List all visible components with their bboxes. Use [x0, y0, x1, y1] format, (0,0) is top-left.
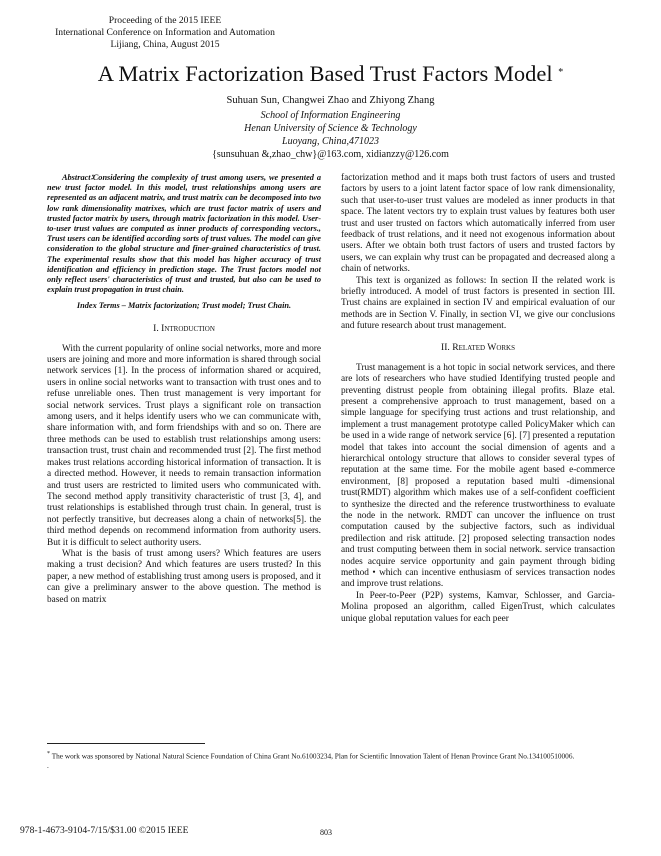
paragraph: This text is organized as follows: In section II the related work is briefly introduced. A model of trust factors is presented in section III. Trust chains are explained in section IV and empirical evaluation of our methods are in Section V. Finally, in section VI, we give our conclusions and future research about trust management. — [341, 275, 615, 332]
abstract-text: Considering the complexity of trust among users, we presented a new trust factor model. In this model, trust relationships among users are represented as an adjacent matrix, and trust matrix can be decomposed into two low rank dimensionality matrixes, which are trust factor matrix of users and trusted factor matrix by users, through matrix factorization in this model. User-to-user trust values are computed as inner products of corresponding vectors., Trust users can be identified according sorts of trust values. The model can give consideration to the global structure and finer-grained characteristics of trust. The experimental results show that this model has higher accuracy of trust identification and efficiency in prediction stage. The Trust factors model not only reflect users' characteristics of trust and trusted, but also can be used to explain trust propagation in trust chain. — [47, 173, 321, 295]
title-footnote-marker: * — [558, 67, 564, 78]
section-number: II. — [441, 341, 450, 353]
paragraph: factorization method and it maps both trust factors of users and trusted factors by users to a joint latent factor space of low rank dimensionality, such that user-to-user trust values are modeled as inner products in that space. The latent vectors try to explain trust values by features both user trust and user trusted on factors which automatically inferred from user feedback of trust relations, and it need not exogenous information about users. After we obtain both trust factors of users and trusted factors by users, we can explain why trust can be propagated and decreased along a chain of networks. — [341, 173, 615, 275]
introduction-continued — [341, 173, 615, 333]
abstract-separator: ∶ — [90, 173, 93, 182]
paper-title — [0, 61, 661, 87]
paragraph: In Peer-to-Peer (P2P) systems, Kamvar, Schlosser, and Garcia-Molina proposed an algorithm, called EigenTrust, which calculates unique global reputation values for each peer — [341, 590, 615, 624]
section-heading-introduction — [47, 323, 321, 335]
author-emails: {sunsuhuan &,zhao_chw}@163.com, xidianzzy@126.com — [212, 149, 449, 160]
section-title: Introduction — [161, 322, 215, 334]
right-column — [341, 173, 615, 625]
conference-name: Proceeding of the 2015 IEEE — [108, 15, 222, 26]
paragraph: What is the basis of trust among users? Which features are users making a trust decision? And which features are users trusted? In this paper, a new method of establishing trust among users is proposed, and it can give a preliminary answer to the above question. The method is based on matrix — [47, 548, 321, 605]
page-number: 803 — [320, 828, 332, 837]
footnote-text: The work was sponsored by National Natural Science Foundation of China Grant No.61003234, Plan for Scientific Innovation Talent of Henan Province Grant No.134100510006. — [51, 751, 575, 761]
copyright-line: 978-1-4673-9104-7/15/$31.00 ©2015 IEEE — [20, 825, 189, 836]
footnote-dot: . — [47, 760, 49, 770]
affiliation-school: School of Information Engineering — [260, 110, 401, 121]
affiliation-city: Luoyang, China,471023 — [282, 136, 379, 147]
footnote — [47, 750, 617, 770]
paragraph: With the current popularity of online social networks, more and more users are joining and more and more information is shared through social network services [1]. In the process of information shared or acquired, users in online social networks want to transaction with trust ones and to refuse unreliable ones. Then trust management is very important for social network services. Trust plays a significant role on transaction among users, and it helps identify users who we can communicate with, share information with, and form friendships with and so on. There are three methods can be used to establish trust relationships among users: transaction trust, trust chain and recommended trust [2]. The first method makes trust relations according historical information of transaction. It is a directed method. However, it needs to remain transaction information and trust users are restricted to limited users who communicated with. The second method apply transitivity characteristic of trust [3, 4], and trust relationships is established through trust chain. In general, trust is not perfectly transitive, but decreases along a chain of networks[5]. the third method depends on recommend information from authority users. But it is difficult to select authority users. — [47, 343, 321, 548]
conference-full-name: International Conference on Information and Automation — [55, 27, 275, 38]
footnote-marker: * — [47, 751, 50, 757]
section-heading-related-works — [341, 342, 615, 354]
paragraph: Trust management is a hot topic in social network services, and there are lots of researchers who have studied Identifying trusted people and preventing distrust people from obtaining illegal profits. Blaze etal. present a comprehensive approach to trust management, based on a simple language for specifying trust actions and trust relationship, and implement a trust management prototype called PolicyMaker which can be used in a wide range of network service [6]. [7] presented a reputation model that takes into account the social dimension of agents and a hierarchical ontology structure that allows to consider several types of reputation at the same time. For the mobile agent based e-commerce environment, [8] proposed a reputation based multi -dimensional trust(RMDT) algorithm which makes use of a self-confident coefficient to synthesize the directed and the reference trustworthiness to evaluate the node in the network. RMDT can uncover the influence on trust computation caused by the subjective factors, such as individual predilection and risk attitude. [2] proposed selecting transaction nodes and trust computing between them in social network. service transaction nodes acquire service opportunity and gain payment through biding method • which can incentive enthusiasm of services transaction nodes and improve trust relations. — [341, 362, 615, 590]
abstract-lead: Abstract — [62, 173, 91, 182]
left-column — [47, 173, 321, 606]
section-title: Related Works — [452, 341, 515, 353]
section-number: I. — [153, 322, 159, 334]
footnote-rule — [47, 743, 205, 744]
abstract — [47, 173, 321, 295]
index-terms: Index Terms – Matrix factorization; Trust model; Trust Chain. — [76, 301, 292, 311]
conference-location-date: Lijiang, China, August 2015 — [110, 39, 220, 50]
paper-title-text: A Matrix Factorization Based Trust Factors Model — [97, 61, 553, 86]
introduction-body — [47, 344, 321, 606]
related-works-body — [341, 363, 615, 625]
authors: Suhuan Sun, Changwei Zhao and Zhiyong Zhang — [226, 95, 435, 106]
affiliation-university: Henan University of Science & Technology — [244, 123, 417, 134]
